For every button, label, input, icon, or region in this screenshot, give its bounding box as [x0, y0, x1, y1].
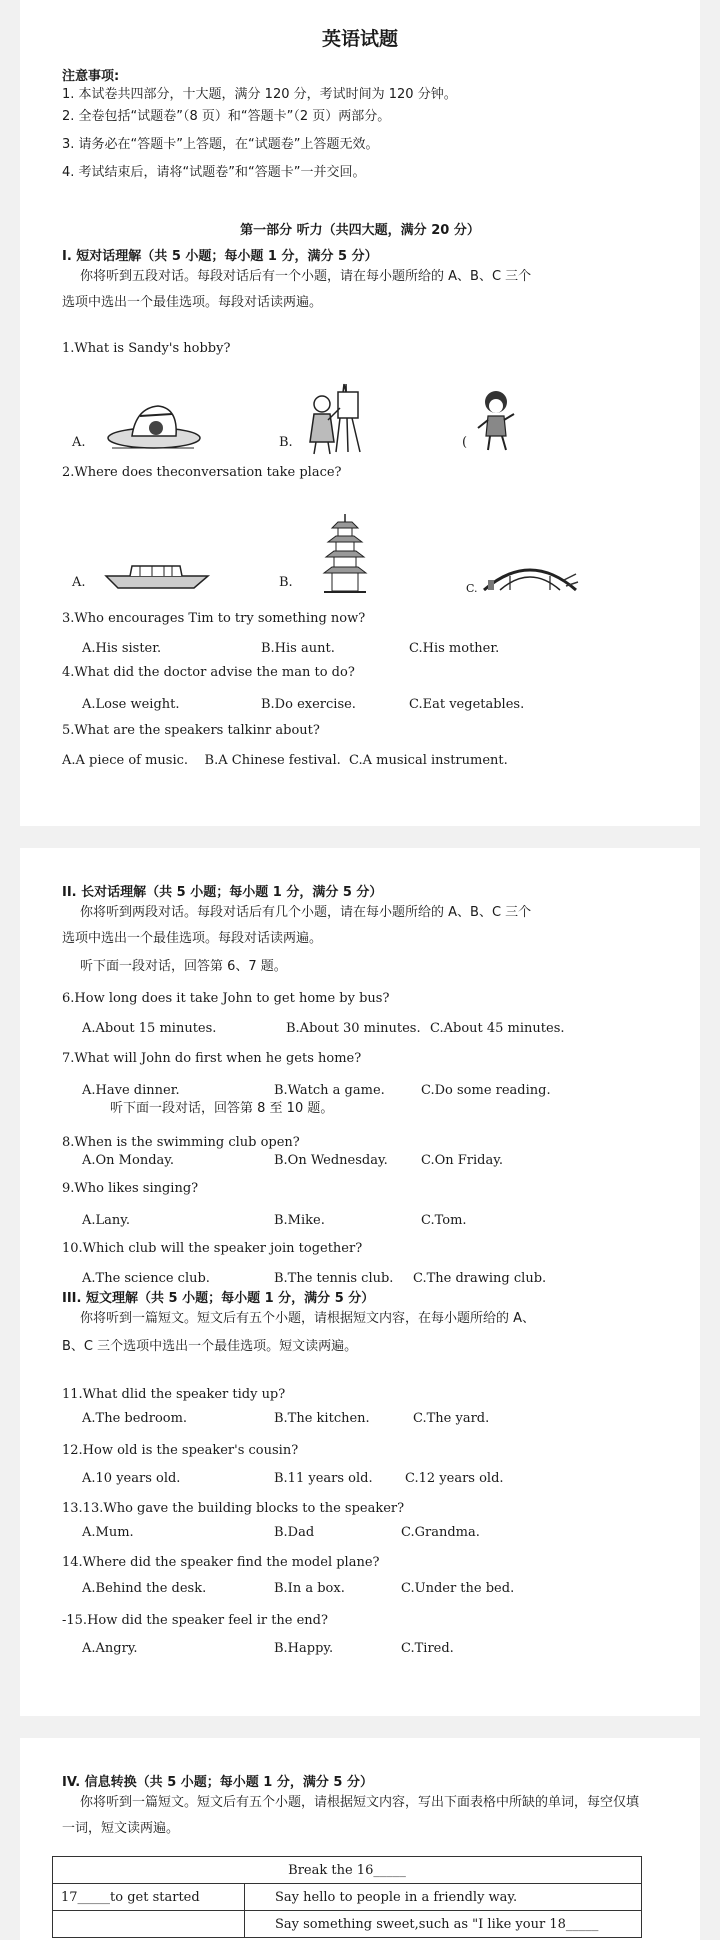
question-1: 1.What is Sandy's hobby?	[62, 341, 231, 356]
q8-option-b: B.On Wednesday.	[274, 1153, 388, 1168]
q9-option-c: C.Tom.	[421, 1213, 467, 1228]
exam-page-3	[20, 1738, 700, 1940]
q4-option-c: C.Eat vegetables.	[409, 697, 525, 712]
q7-option-a: A.Have dinner.	[82, 1083, 180, 1098]
section2-sub-instruction-2: 听下面一段对话，回答第 8 至 10 题。	[110, 1101, 334, 1116]
exam-page-2	[20, 848, 700, 1716]
q12-option-b: B.11 years old.	[274, 1471, 373, 1486]
section2-heading: II. 长对话理解（共 5 小题；每小题 1 分，满分 5 分）	[62, 885, 383, 900]
table-row	[53, 1857, 642, 1884]
pagoda-picture-icon	[320, 512, 370, 596]
question-11: 11.What dlid the speaker tidy up?	[62, 1387, 286, 1402]
q8-option-a: A.On Monday.	[82, 1153, 175, 1168]
q10-option-b: B.The tennis club.	[274, 1271, 394, 1286]
q4-option-a: A.Lose weight.	[82, 697, 180, 712]
q6-option-b: B.About 30 minutes.	[286, 1021, 421, 1036]
table-row	[53, 1884, 642, 1911]
q3-option-a: A.His sister.	[82, 641, 162, 656]
q12-option-a: A.10 years old.	[82, 1471, 181, 1486]
section2-instructions: 你将听到两段对话。每段对话后有几个小题，请在每小题所给的 A、B、C 三个	[80, 905, 532, 920]
q15-option-c: C.Tired.	[401, 1641, 454, 1656]
question-15: -15.How did the speaker feel ir the end?	[62, 1613, 328, 1628]
table-header-cell: Break the 16_____	[53, 1857, 642, 1884]
q2-option-c-label: C.	[466, 582, 478, 595]
question-9: 9.Who likes singing?	[62, 1181, 199, 1196]
q6-option-a: A.About 15 minutes.	[82, 1021, 217, 1036]
painter-easel-icon	[302, 378, 372, 458]
q14-option-a: A.Behind the desk.	[82, 1581, 207, 1596]
section3-instructions: 你将听到一篇短文。短文后有五个小题，请根据短文内容，在每小题所给的 A、	[80, 1311, 536, 1326]
question-12: 12.How old is the speaker's cousin?	[62, 1443, 299, 1458]
question-3: 3.Who encourages Tim to try something now?	[62, 611, 366, 626]
notice-item: 3. 请务必在“答题卡”上答题，在“试题卷”上答题无效。	[62, 137, 379, 152]
table-cell: Say something sweet,such as "I like your 18_____	[245, 1911, 642, 1938]
q9-option-b: B.Mike.	[274, 1213, 325, 1228]
section1-instructions: 你将听到五段对话。每段对话后有一个小题，请在每小题所给的 A、B、C 三个	[80, 269, 532, 284]
section3-instructions-cont: B、C 三个选项中选出一个最佳选项。短文读两遍。	[62, 1339, 358, 1354]
question-13: 13.13.Who gave the building blocks to the speaker?	[62, 1501, 405, 1516]
q7-option-b: B.Watch a game.	[274, 1083, 385, 1098]
question-8: 8.When is the swimming club open?	[62, 1135, 300, 1150]
exam-title: 英语试题	[321, 28, 398, 50]
section4-instructions: 你将听到一篇短文。短文后有五个小题，请根据短文内容，写出下面表格中所缺的单词，每空仅填	[80, 1795, 640, 1810]
question-6: 6.How long does it take John to get home by bus?	[62, 991, 390, 1006]
part1-heading: 第一部分 听力（共四大题，满分 20 分）	[240, 223, 480, 238]
q1-option-c-label: (	[462, 435, 468, 450]
section2-sub-instruction: 听下面一段对话，回答第 6、7 题。	[80, 959, 287, 974]
q4-option-b: B.Do exercise.	[261, 697, 356, 712]
table-row	[53, 1911, 642, 1938]
q3-option-c: C.His mother.	[409, 641, 500, 656]
q1-option-a-label: A.	[72, 435, 86, 450]
notice-item: 1. 本试卷共四部分，十大题，满分 120 分，考试时间为 120 分钟。	[62, 87, 457, 102]
section2-instructions-cont: 选项中选出一个最佳选项。每段对话读两遍。	[62, 931, 323, 946]
q14-option-b: B.In a box.	[274, 1581, 345, 1596]
notice-item: 2. 全卷包括“试题卷”（8 页）和“答题卡”（2 页）两部分。	[62, 109, 391, 124]
question-10: 10.Which club will the speaker join together?	[62, 1241, 363, 1256]
q11-option-a: A.The bedroom.	[82, 1411, 188, 1426]
table-cell: 17_____to get started	[53, 1884, 245, 1911]
info-table	[52, 1856, 642, 1938]
q2-option-b-label: B.	[279, 575, 293, 590]
q6-option-c: C.About 45 minutes.	[430, 1021, 565, 1036]
section1-instructions-cont: 选项中选出一个最佳选项。每段对话读两遍。	[62, 295, 323, 310]
question-7: 7.What will John do first when he gets home?	[62, 1051, 362, 1066]
q12-option-c: C.12 years old.	[405, 1471, 504, 1486]
q10-option-a: A.The science club.	[82, 1271, 210, 1286]
q13-option-a: A.Mum.	[82, 1525, 134, 1540]
q15-option-b: B.Happy.	[274, 1641, 334, 1656]
notice-item: 4. 考试结束后，请将“试题卷”和“答题卡”一并交回。	[62, 165, 366, 180]
question-14: 14.Where did the speaker find the model plane?	[62, 1555, 380, 1570]
q11-option-c: C.The yard.	[413, 1411, 490, 1426]
q10-option-c: C.The drawing club.	[413, 1271, 547, 1286]
boat-picture-icon	[102, 560, 212, 590]
hat-picture-icon	[102, 398, 202, 454]
child-figure-icon	[472, 386, 522, 456]
q7-option-c: C.Do some reading.	[421, 1083, 551, 1098]
notice-heading: 注意事项:	[62, 69, 120, 84]
q11-option-b: B.The kitchen.	[274, 1411, 370, 1426]
exam-page-1	[20, 0, 700, 826]
q8-option-c: C.On Friday.	[421, 1153, 503, 1168]
question-2: 2.Where does theconversation take place?	[62, 465, 342, 480]
section3-heading: III. 短文理解（共 5 小题；每小题 1 分，满分 5 分）	[62, 1291, 375, 1306]
section1-heading: I. 短对话理解（共 5 小题；每小题 1 分，满分 5 分）	[62, 249, 378, 264]
question-5: 5.What are the speakers talkinr about?	[62, 723, 320, 738]
q9-option-a: A.Lany.	[82, 1213, 131, 1228]
q2-option-a-label: A.	[72, 575, 86, 590]
q5-options: A.A piece of music. B.A Chinese festival. C.A musical instrument.	[62, 753, 508, 768]
q15-option-a: A.Angry.	[82, 1641, 138, 1656]
q14-option-c: C.Under the bed.	[401, 1581, 515, 1596]
q3-option-b: B.His aunt.	[261, 641, 335, 656]
q1-option-b-label: B.	[279, 435, 293, 450]
section4-instructions-cont: 一词，短文读两遍。	[62, 1821, 180, 1836]
q13-option-c: C.Grandma.	[401, 1525, 480, 1540]
table-cell: Say hello to people in a friendly way.	[245, 1884, 642, 1911]
table-cell	[53, 1911, 245, 1938]
bridge-picture-icon	[480, 556, 580, 596]
section4-heading: IV. 信息转换（共 5 小题；每小题 1 分，满分 5 分）	[62, 1775, 373, 1790]
question-4: 4.What did the doctor advise the man to do?	[62, 665, 355, 680]
q13-option-b: B.Dad	[274, 1525, 315, 1540]
